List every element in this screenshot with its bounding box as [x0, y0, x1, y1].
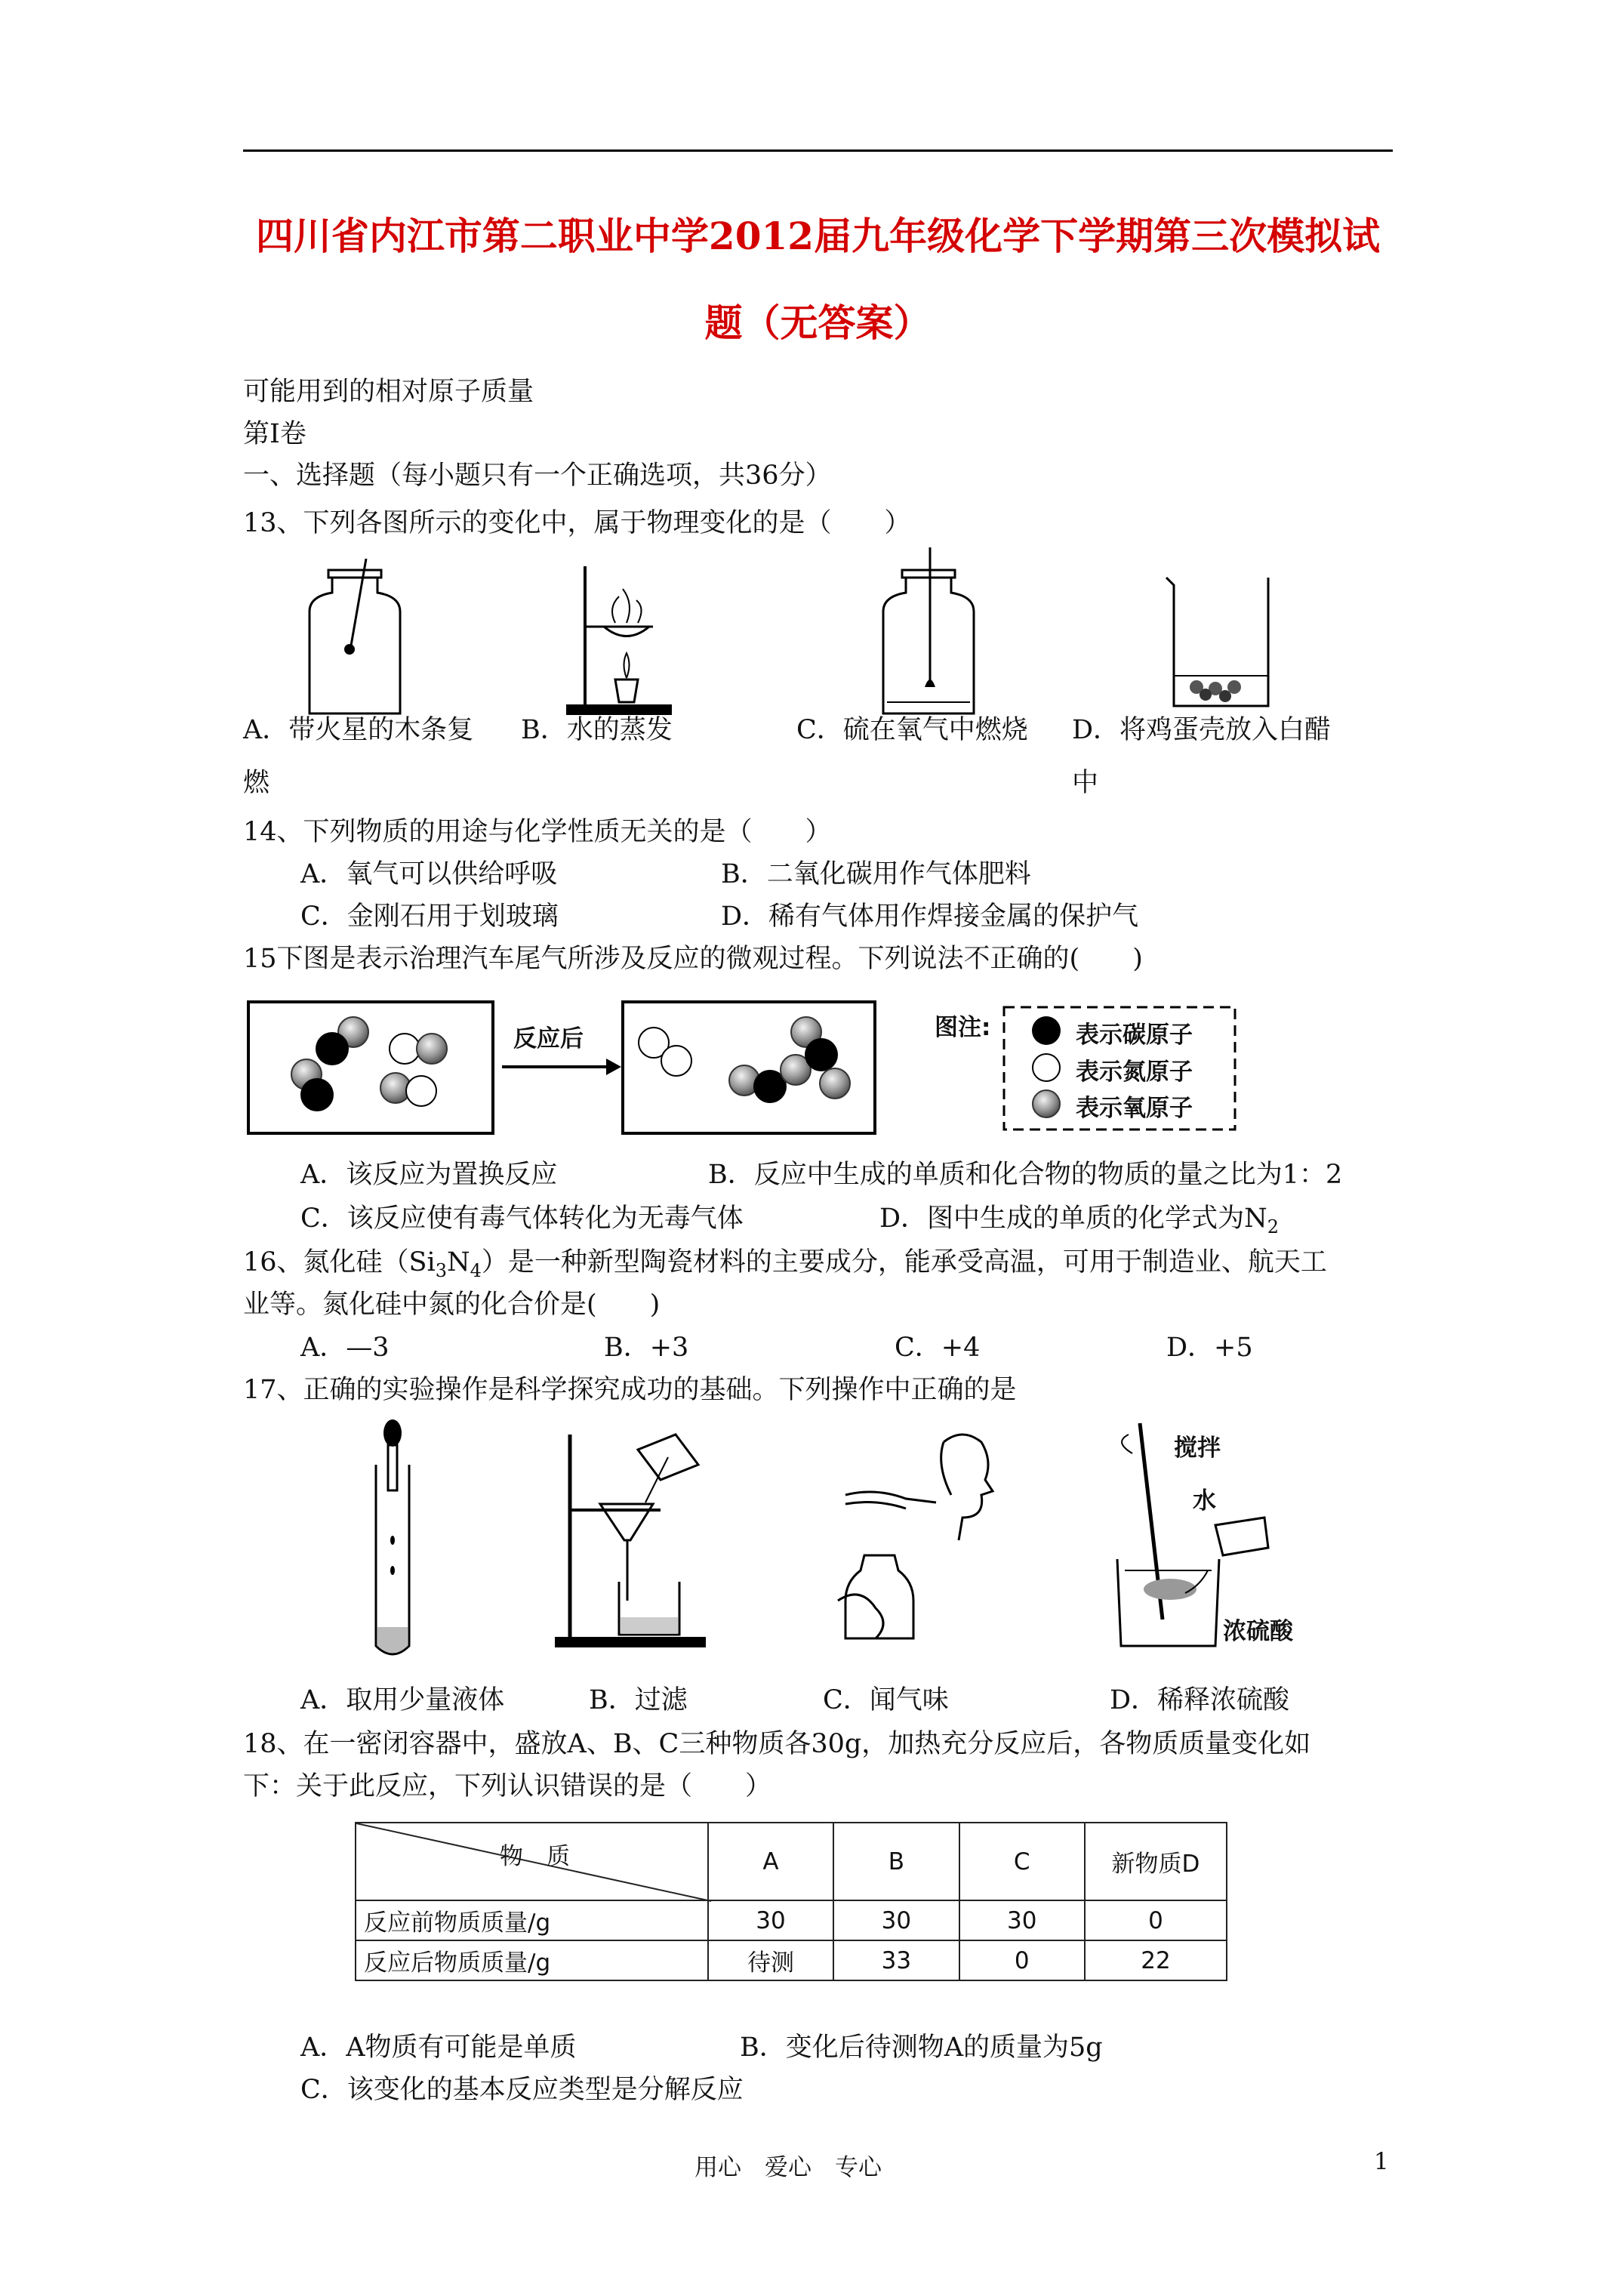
- q17-option-c: C．闻气味: [823, 1685, 949, 1715]
- q13-option-b: B．水的蒸发: [521, 715, 673, 745]
- q13-stem: 13、下列各图所示的变化中，属于物理变化的是（ ）: [243, 508, 911, 538]
- carbon-atom-swatch: [1032, 1016, 1061, 1045]
- q18-stem-line1: 18、在一密闭容器中，盛放A、B、C三种物质各30g，加热充分反应后，各物质质量变化如: [243, 1729, 1311, 1759]
- table-cell: 22: [1085, 1940, 1227, 1980]
- q17-fig-b-filtration: [555, 1419, 744, 1653]
- q16-stem: 16、氮化硅$(Si_3N_4)$是一种新型陶瓷材料的主要成分，能承受高温，可用于制造业、航天工: [243, 1247, 1327, 1281]
- table-row: [356, 1900, 1227, 1940]
- q15-stem: 15下图是表示治理汽车尾气所涉及反应的微观过程。下列说法不正确的( ): [243, 944, 1143, 974]
- q13-option-d: D．将鸡蛋壳放入白醋: [1072, 715, 1332, 745]
- q13-fig-c-sulfur-burning: [876, 547, 981, 717]
- table-cell: 30: [708, 1900, 833, 1940]
- q15-reactants-box: [247, 1000, 494, 1135]
- q13-fig-a-bottle-with-splint: [302, 559, 408, 717]
- table-col-header: C: [959, 1823, 1085, 1900]
- q13-option-d-continued: 中: [1072, 768, 1099, 798]
- header-rule: [243, 149, 1393, 152]
- q18-stem-line2: 下：关于此反应，下列认识错误的是（ ）: [243, 1771, 772, 1801]
- legend-nitrogen-label: 表示氮原子: [1076, 1059, 1193, 1086]
- q16-option-b: B．+3: [604, 1333, 689, 1363]
- q17-option-b: B．过滤: [589, 1685, 688, 1715]
- q15-option-a: A．该反应为置换反应: [300, 1160, 558, 1190]
- oxygen-atom: [417, 1034, 447, 1064]
- q14-option-c: C．金刚石用于划玻璃: [300, 901, 559, 932]
- table-row-label: 反应前物质质量/g: [356, 1900, 708, 1940]
- q17-label-stir: 搅拌: [1174, 1435, 1221, 1462]
- volume-label: 第Ⅰ卷: [243, 419, 306, 449]
- q14-option-d: D．稀有气体用作焊接金属的保护气: [721, 901, 1139, 932]
- q15-arrow-label: 反应后: [513, 1025, 584, 1052]
- q17-stem: 17、正确的实验操作是科学探究成功的基础。下列操作中正确的是: [243, 1375, 1017, 1405]
- q14-option-b: B．二氧化碳用作气体肥料: [721, 859, 1031, 889]
- q15-option-d: D．图中生成的单质的化学式为$N_2$: [879, 1203, 1279, 1237]
- legend-oxygen-label: 表示氧原子: [1076, 1095, 1193, 1122]
- legend-carbon-label: 表示碳原子: [1076, 1022, 1193, 1049]
- q17-fig-a-dropper-test-tube: [370, 1419, 415, 1661]
- subscript: 3: [435, 1260, 447, 1281]
- subscript: 4: [470, 1260, 482, 1281]
- carbon-atom: [805, 1038, 838, 1071]
- q13-option-a-continued: 燃: [243, 768, 270, 798]
- atomic-mass-note: 可能用到的相对原子质量: [243, 377, 534, 407]
- q18-option-a: A．A物质有可能是单质: [300, 2032, 577, 2063]
- q17-option-d: D．稀释浓硫酸: [1110, 1685, 1290, 1715]
- oxygen-atom-swatch: [1033, 1090, 1060, 1117]
- nitrogen-atom: [661, 1046, 691, 1076]
- q15-option-b: B．反应中生成的单质和化合物的物质的量之比为1：2: [708, 1160, 1343, 1190]
- q16-stem-line2: 业等。氮化硅中氮的化合价是( ): [243, 1290, 661, 1320]
- table-cell: 0: [1085, 1900, 1227, 1940]
- q15-products-box: [621, 1000, 876, 1135]
- q17-option-a: A．取用少量液体: [300, 1685, 505, 1715]
- nitrogen-atom: [406, 1076, 436, 1106]
- q18-option-c: C．该变化的基本反应类型是分解反应: [300, 2075, 744, 2105]
- carbon-atom: [300, 1078, 334, 1111]
- q18-mass-table: [355, 1822, 1227, 1981]
- table-col-header: A: [708, 1823, 833, 1900]
- q14-option-a: A．氧气可以供给呼吸: [300, 859, 558, 889]
- q18-option-b: B．变化后待测物A的质量为5g: [740, 2032, 1103, 2063]
- carbon-atom: [316, 1032, 349, 1065]
- oxygen-atom: [820, 1068, 850, 1099]
- q15-option-c: C．该反应使有毒气体转化为无毒气体: [300, 1203, 744, 1234]
- table-cell: 30: [833, 1900, 959, 1940]
- q17-label-water: 水: [1193, 1487, 1216, 1515]
- q16-option-c: C．+4: [895, 1333, 981, 1363]
- footer-motto: 用心 爱心 专心: [694, 2154, 882, 2181]
- q17-label-conc-sulfuric-acid: 浓硫酸: [1223, 1618, 1293, 1645]
- table-header-substance: 物 质: [500, 1843, 570, 1870]
- q16-option-a: A．—3: [300, 1333, 390, 1363]
- table-cell: 30: [959, 1900, 1085, 1940]
- table-cell: 33: [833, 1940, 959, 1980]
- page-number: 1: [1374, 2148, 1389, 2175]
- q13-option-a: A．带火星的木条复: [243, 715, 474, 745]
- nitrogen-atom: [390, 1034, 420, 1064]
- arrow-right-icon: [502, 1056, 623, 1078]
- table-cell: 0: [959, 1940, 1085, 1980]
- q13-fig-b-evaporation-setup: [562, 559, 676, 717]
- page-title-line2: 题（无答案）: [704, 300, 932, 345]
- page-title-line1: 四川省内江市第二职业中学2012届九年级化学下学期第三次模拟试: [255, 214, 1381, 258]
- table-row-label: 反应后物质质量/g: [356, 1940, 708, 1980]
- q14-stem: 14、下列物质的用途与化学性质无关的是（ ）: [243, 817, 832, 847]
- q15-legend-title: 图注:: [935, 1014, 991, 1041]
- subscript: 2: [1267, 1216, 1279, 1237]
- section-heading: 一、选择题（每小题只有一个正确选项，共36分）: [243, 461, 832, 491]
- table-col-header: B: [833, 1823, 959, 1900]
- table-header-diagonal-cell: [356, 1823, 708, 1900]
- q16-option-d: D．+5: [1166, 1333, 1253, 1363]
- table-row: [356, 1940, 1227, 1980]
- q17-fig-c-smelling-gas: [830, 1419, 1004, 1646]
- table-col-header: 新物质D: [1085, 1823, 1227, 1900]
- q13-option-c: C．硫在氧气中燃烧: [796, 715, 1028, 745]
- table-cell: 待测: [708, 1940, 833, 1980]
- nitrogen-atom-swatch: [1033, 1054, 1060, 1081]
- q13-fig-d-beaker-eggshell: [1163, 574, 1276, 710]
